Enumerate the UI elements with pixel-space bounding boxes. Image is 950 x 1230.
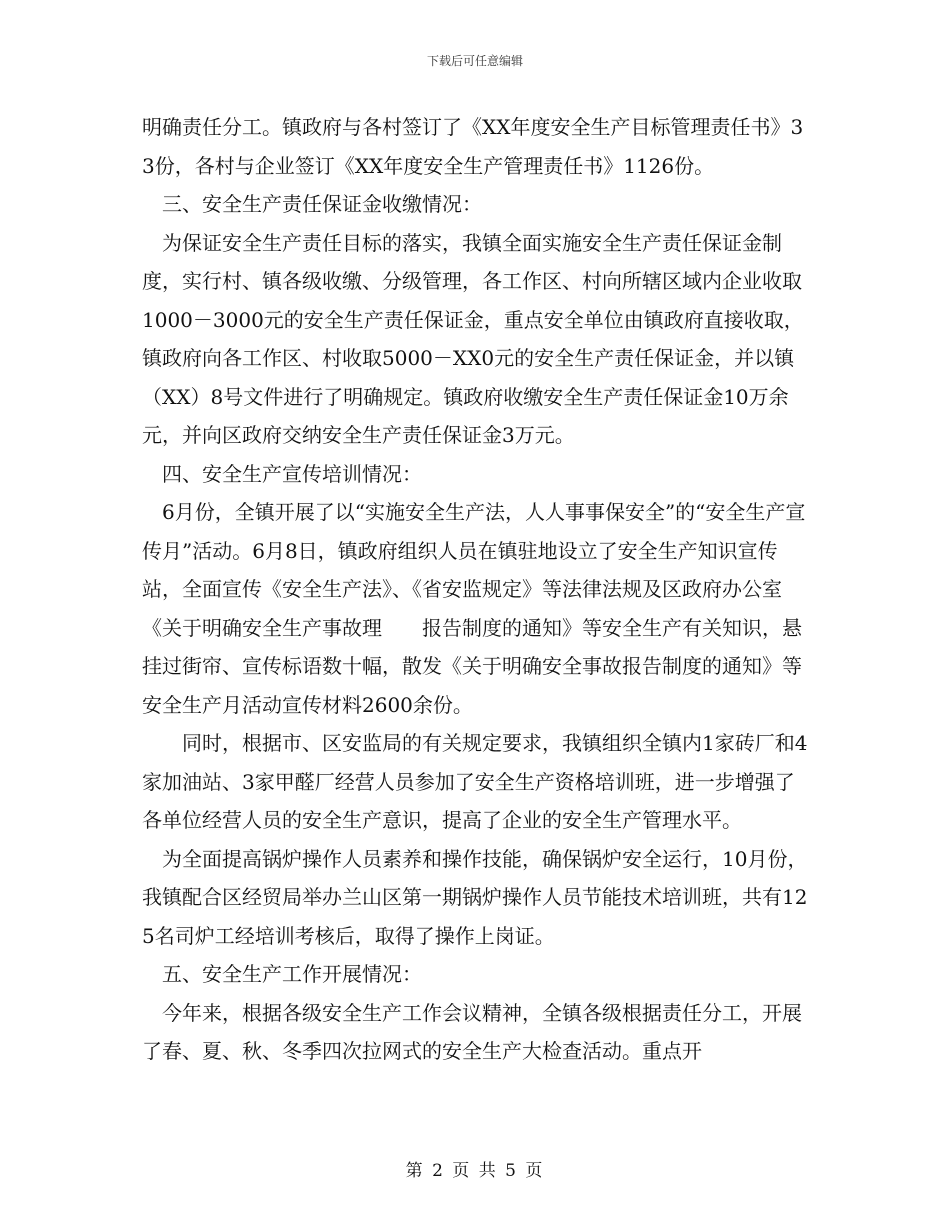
paragraph-responsibility-division: 明确责任分工。镇政府与各村签订了《XX年度安全生产目标管理责任书》33份，各村与企业签订《XX年度安全生产管理责任书》1126份。 — [142, 115, 804, 178]
page-number-footer: 第 2 页 共 5 页 — [405, 1161, 545, 1181]
paragraph-deposit-collection: 为保证安全生产责任目标的落实，我镇全面实施安全生产责任保证金制度，实行村、镇各级收缴、分级管理，各工作区、村向所辖区域内企业收取1000－3000元的安全生产责任保证金，重点安全单位由镇政府直接收取，镇政府向各工作区、村收取5000－XX0元的安全生产责任保证金，并以镇（XX）8号文件进行了明确规定。镇政府收缴安全生产责任保证金10万余元，并向区政府交纳安全生产责任保证金3万元。 — [142, 230, 804, 447]
page-header: 下载后可任意编辑 — [426, 54, 523, 68]
paragraph-safety-month: 6月份，全镇开展了以“实施安全生产法，人人事事保安全”的“安全生产宣传月”活动。6月8日，镇政府组织人员在镇驻地设立了安全生产知识宣传站，全面宣传《安全生产法》、《省安监规定》等法律法规及区政府办公室《关于明确安全生产事故理 报告制度的通知》等安全生产有关知识，悬挂过街帘、宣传标语数十幅，散发《关于明确安全事故报告制度的通知》等安全生产月活动宣传材料2600余份。 — [142, 500, 806, 717]
paragraph-qualification-training: 同时，根据市、区安监局的有关规定要求，我镇组织全镇内1家砖厂和4家加油站、3家甲醛厂经营人员参加了安全生产资格培训班，进一步增强了各单位经营人员的安全生产意识，提高了企业的安全生产管理水平。 — [142, 731, 808, 832]
paragraph-inspection-activities: 今年来，根据各级安全生产工作会议精神，全镇各级根据责任分工，开展了春、夏、秋、冬季四次拉网式的安全生产大检查活动。重点开 — [142, 1000, 802, 1063]
heading-section-four: 四、安全生产宣传培训情况： — [142, 461, 422, 486]
heading-section-five: 五、安全生产工作开展情况： — [142, 962, 422, 986]
paragraph-boiler-training: 为全面提高锅炉操作人员素养和操作技能，确保锅炉安全运行，10月份，我镇配合区经贸局举办兰山区第一期锅炉操作人员节能技术培训班，共有125名司炉工经培训考核后，取得了操作上岗证。 — [142, 846, 808, 948]
document-body — [142, 108, 810, 1071]
heading-section-three: 三、安全生产责任保证金收缴情况： — [142, 192, 482, 216]
